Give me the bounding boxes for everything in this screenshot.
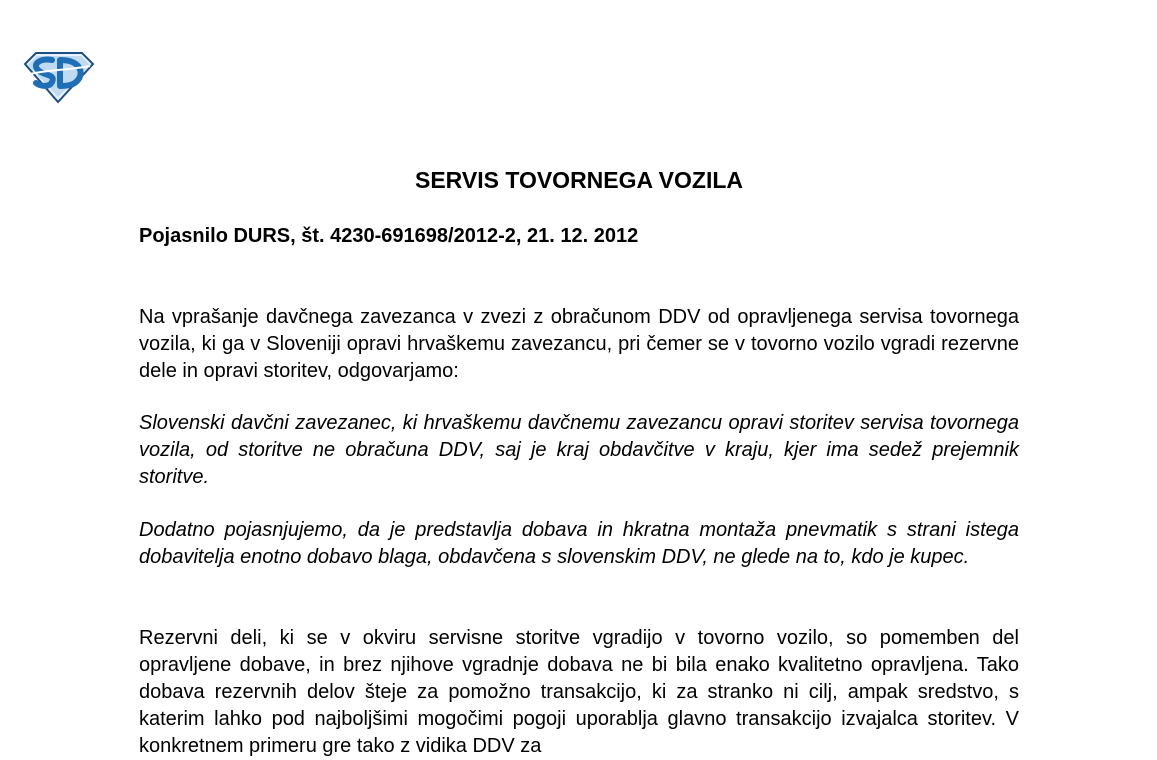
paragraph-additional: Dodatno pojasnjujemo, da je predstavlja dobava in hkratna montaža pnevmatik s strani istega dobavitelja enotno dobavo blaga, obdavčena s slovenskim DDV, ne glede na to, kdo je kupec. bbox=[139, 519, 1019, 568]
company-logo bbox=[22, 50, 96, 104]
diamond-logo-icon bbox=[22, 50, 96, 104]
paragraph-spare-parts: Rezervni deli, ki se v okviru servisne storitve vgradijo v tovorno vozilo, so pomemben del opravljene dobave, in brez njihove vgradnje dobava ne bi bila enako kvalitetno opravljena. Tako dobava rezervnih delov šteje za pomožno transakcijo, ki za stranko ni cilj, ampak sredstvo, s katerim lahko pod najboljšimi mogočimi pogoji uporablja glavno transakcijo izvajalca storitev. V konkretnem primeru gre tako z vidika DDV za bbox=[139, 627, 1019, 757]
document-title: SERVIS TOVORNEGA VOZILA bbox=[414, 167, 744, 193]
paragraph-answer: Slovenski davčni zavezanec, ki hrvaškemu davčnemu zavezancu opravi storitev servisa tovornega vozila, od storitve ne obračuna DDV, saj je kraj obdavčitve v kraju, kjer ima sedež prejemnik storitve. bbox=[139, 412, 1019, 488]
title-container bbox=[139, 166, 1019, 194]
document-subtitle: Pojasnilo DURS, št. 4230-691698/2012-2, 21. 12. 2012 bbox=[139, 225, 639, 247]
paragraph-question: Na vprašanje davčnega zavezanca v zvezi z obračunom DDV od opravljenega servisa tovornega vozila, ki ga v Sloveniji opravi hrvaškemu zavezancu, pri čemer se v tovorno vozilo vgradi rezervne dele in opravi storitev, odgovarjamo: bbox=[139, 306, 1019, 382]
